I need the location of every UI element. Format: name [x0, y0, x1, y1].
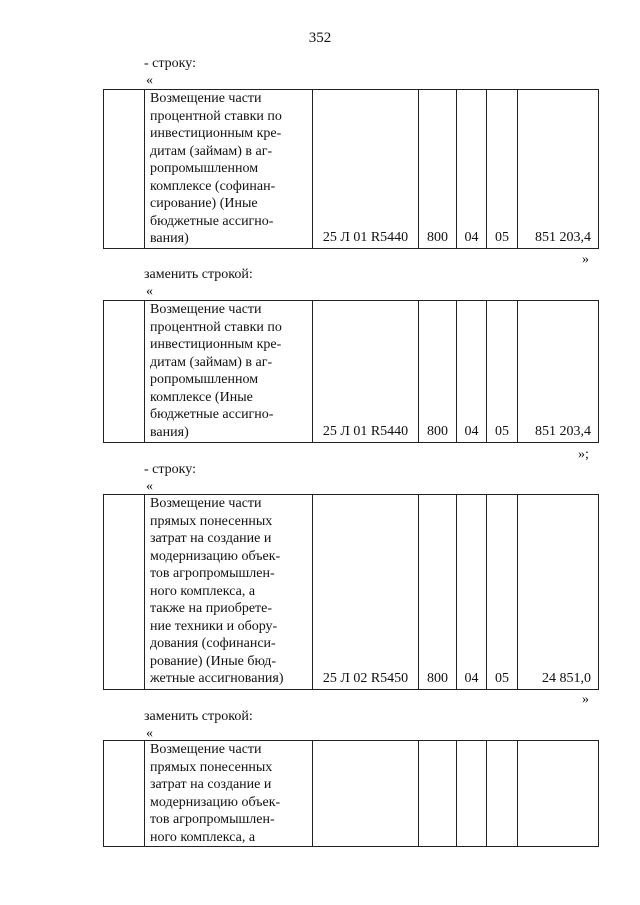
expense-type-cell: 800	[419, 495, 457, 690]
row-number-cell	[104, 90, 145, 249]
close-quote: »;	[578, 447, 589, 462]
amount-cell: 851 203,4	[518, 90, 599, 249]
expense-type-cell	[419, 741, 457, 847]
row-number-cell	[104, 301, 145, 443]
budget-row-original-1	[103, 89, 599, 249]
section-cell: 04	[457, 90, 487, 249]
target-article-code-cell	[313, 741, 419, 847]
intro-text: - строку:	[144, 462, 196, 477]
amount-cell: 24 851,0	[518, 495, 599, 690]
amount-cell: 851 203,4	[518, 301, 599, 443]
open-quote: «	[146, 284, 153, 299]
row-name-cell: Возмещение части процентной ставки по инвестиционным кре- дитам (займам) в аг- ропромышленном комплексе (Иные бюджетные ассигно- вания)	[145, 301, 313, 443]
section-cell: 04	[457, 495, 487, 690]
expense-type-cell: 800	[419, 90, 457, 249]
budget-row-replacement-1	[103, 300, 599, 443]
section-cell	[457, 741, 487, 847]
row-name-cell: Возмещение части прямых понесенных затрат на создание и модернизацию объек- тов агропромышлен- ного комплекса, а	[145, 741, 313, 847]
budget-row-replacement-2	[103, 740, 599, 847]
amount-cell	[518, 741, 599, 847]
row-name-cell: Возмещение части прямых понесенных затрат на создание и модернизацию объек- тов агропромышлен- ного комплекса, а также на приобрете- ние техники и обору- дования (софинанси- рование) (Иные бюд- жетные ассигнования)	[145, 495, 313, 690]
subsection-cell: 05	[487, 495, 518, 690]
page-number: 352	[308, 30, 332, 46]
row-name-cell: Возмещение части процентной ставки по инвестиционным кре- дитам (займам) в аг- ропромышленном комплексе (софинан- сирование) (Иные бюджетные ассигно- вания)	[145, 90, 313, 249]
open-quote: «	[146, 479, 153, 494]
intro-text: заменить строкой:	[144, 267, 253, 282]
intro-text: заменить строкой:	[144, 709, 253, 724]
close-quote: »	[582, 252, 589, 267]
expense-type-cell: 800	[419, 301, 457, 443]
open-quote: «	[146, 726, 153, 741]
subsection-cell: 05	[487, 301, 518, 443]
row-number-cell	[104, 495, 145, 690]
subsection-cell: 05	[487, 90, 518, 249]
target-article-code-cell: 25 Л 02 R5450	[313, 495, 419, 690]
open-quote: «	[146, 73, 153, 88]
section-cell: 04	[457, 301, 487, 443]
budget-row-original-2	[103, 494, 599, 690]
close-quote: »	[582, 692, 589, 707]
intro-text: - строку:	[144, 56, 196, 71]
target-article-code-cell: 25 Л 01 R5440	[313, 301, 419, 443]
subsection-cell	[487, 741, 518, 847]
row-number-cell	[104, 741, 145, 847]
target-article-code-cell: 25 Л 01 R5440	[313, 90, 419, 249]
